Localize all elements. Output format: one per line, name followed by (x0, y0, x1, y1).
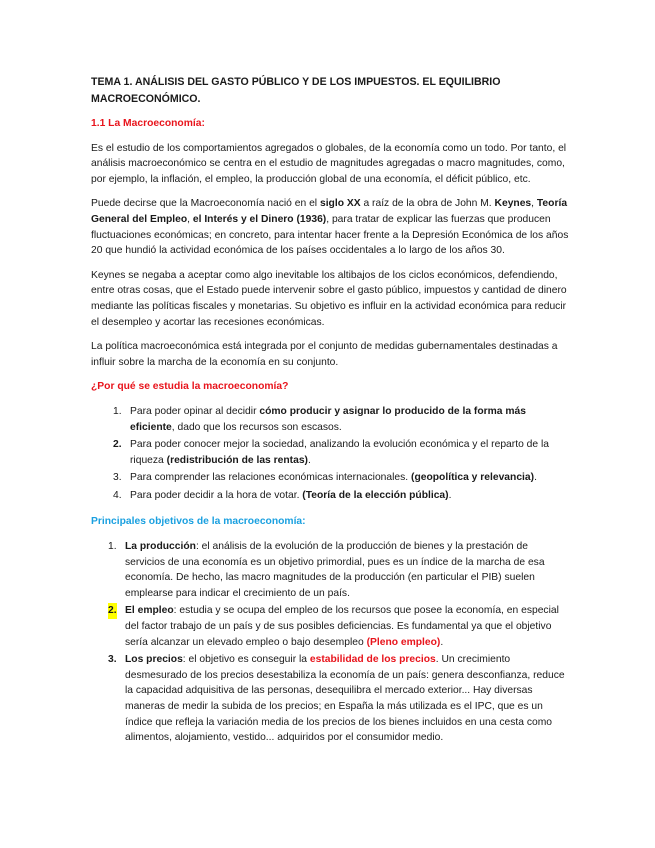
bold-run: Teoría General del Empleo (91, 198, 568, 225)
list-number: 4. (113, 489, 122, 501)
why-study-list (91, 404, 569, 504)
objectives-list (91, 539, 569, 746)
list-item (91, 437, 569, 468)
objectives-heading: Principales objetivos de la macroeconomía: (91, 516, 306, 528)
list-item (91, 470, 569, 486)
text-run: . (440, 636, 444, 648)
list-number: 3. (113, 472, 122, 484)
text-run: : el análisis de la evolución de la producción de bienes y la prestación de servicios de una economía es un objetivo primordial, pues es un índice de la marcha de esa economía. De hecho, las macro magnitudes de la producción (en particular el PIB) suelen emplearse para indicar el crecimiento de un país. (125, 541, 545, 599)
red-emphasis: (Pleno empleo) (366, 636, 441, 648)
section-heading-macroeconomia: 1.1 La Macroeconomía: (91, 118, 205, 129)
bold-run: Los precios (125, 654, 183, 666)
text-run: , (187, 213, 193, 225)
paragraph-policy: La política macroeconómica está integrada por el conjunto de medidas gubernamentales destinadas a influir sobre la marcha de la economía en su conjunto. (91, 341, 558, 368)
list-item (91, 652, 569, 746)
paragraph-definition: Es el estudio de los comportamientos agregados o globales, de la economía como un todo. Por tanto, el análisis macroeconómico se centra en el estudio de magnitudes agregadas o macro magnitudes, como, por ejemplo, la inflación, el empleo, la producción global de una economía, el déficit público, etc. (91, 142, 567, 185)
bold-run: (geopolítica y relevancia) (411, 472, 535, 484)
bold-run: cómo producir y asignar lo producido de la forma más eficiente (130, 405, 527, 433)
list-number-highlighted: 2. (108, 603, 117, 619)
red-emphasis: estabilidad de los precios (309, 654, 436, 666)
bold-run: (redistribución de las rentas) (166, 454, 308, 466)
text-run: a raíz de la obra de John M. (360, 198, 495, 210)
why-study-heading: ¿Por qué se estudia la macroeconomía? (91, 381, 289, 393)
document-title: TEMA 1. ANÁLISIS DEL GASTO PÚBLICO Y DE LOS IMPUESTOS. EL EQUILIBRIO MACROECONÓMICO. (91, 76, 501, 105)
bold-run: El empleo (125, 605, 174, 617)
text-run: Puede decirse que la Macroeconomía nació en el (91, 198, 320, 210)
bold-run: Keynes (494, 198, 532, 210)
list-item (91, 404, 569, 435)
text-run: : estudia y se ocupa del empleo de los recursos que posee la economía, en especial del factor trabajo de un país y de sus posibles deficiencias. Es fundamental ya que el objetivo sería alcanzar un elevado empleo o bajo desempleo (125, 605, 559, 648)
list-number: 3. (108, 654, 117, 666)
bold-run: el Interés y el Dinero (1936) (192, 213, 327, 225)
text-run: . (307, 454, 311, 466)
bold-run: La producción (125, 541, 196, 553)
text-run: . (534, 472, 537, 484)
list-number: 2. (113, 439, 122, 451)
list-number: 1. (108, 541, 117, 553)
text-run: , (531, 198, 537, 210)
text-run: Para poder conocer mejor la sociedad, analizando la evolución económica y el reparto de la riqueza (130, 439, 549, 466)
paragraph-origin (91, 196, 569, 258)
text-run: , para tratar de explicar las fuerzas que producen fluctuaciones económicas; en concreto, para intentar hacer frente a la Depresión Económica de los años 20 que hundió la actividad económica de los países occidentales a lo largo de los años 30. (91, 213, 569, 257)
list-item (91, 488, 569, 504)
paragraph-keynes: Keynes se negaba a aceptar como algo inevitable los altibajos de los ciclos económicos, defendiendo, entre otras cosas, que el Estado puede intervenir sobre el gasto público, impuestos y cantidad de dinero mediante las políticas fiscales y monetarias. Su objetivo es influir en la actividad económica para reducir el desempleo y acortar las recesiones económicas. (91, 269, 567, 328)
text-run: : el objetivo es conseguir la (182, 654, 310, 666)
document-body (91, 74, 569, 757)
text-run: Para poder opinar al decidir (130, 405, 260, 417)
text-run: , dado que los recursos son escasos. (171, 421, 342, 433)
list-item (91, 539, 569, 601)
bold-run: (Teoría de la elección pública) (302, 489, 449, 501)
text-run: Para poder decidir a la hora de votar. (130, 489, 303, 501)
text-run: . (448, 489, 452, 501)
list-item (91, 603, 569, 650)
text-run: Para comprender las relaciones económicas internacionales. (130, 472, 412, 484)
text-run: . Un crecimiento desmesurado de los precios desestabiliza la economía de un país: genera desconfianza, reduce la capacidad adquisitiva de las personas, desequilibra el mercado exterior... Hay diversas maneras de medir la subida de los precios; en España la más utilizada es el IPC, que es un índice que refleja la variación media de los precios de los bienes incluidos en una cesta como alimentos, alojamiento, vestido... adquiridos por el consumidor medio. (125, 654, 565, 744)
bold-run: siglo XX (319, 198, 361, 210)
list-number: 1. (113, 405, 122, 417)
